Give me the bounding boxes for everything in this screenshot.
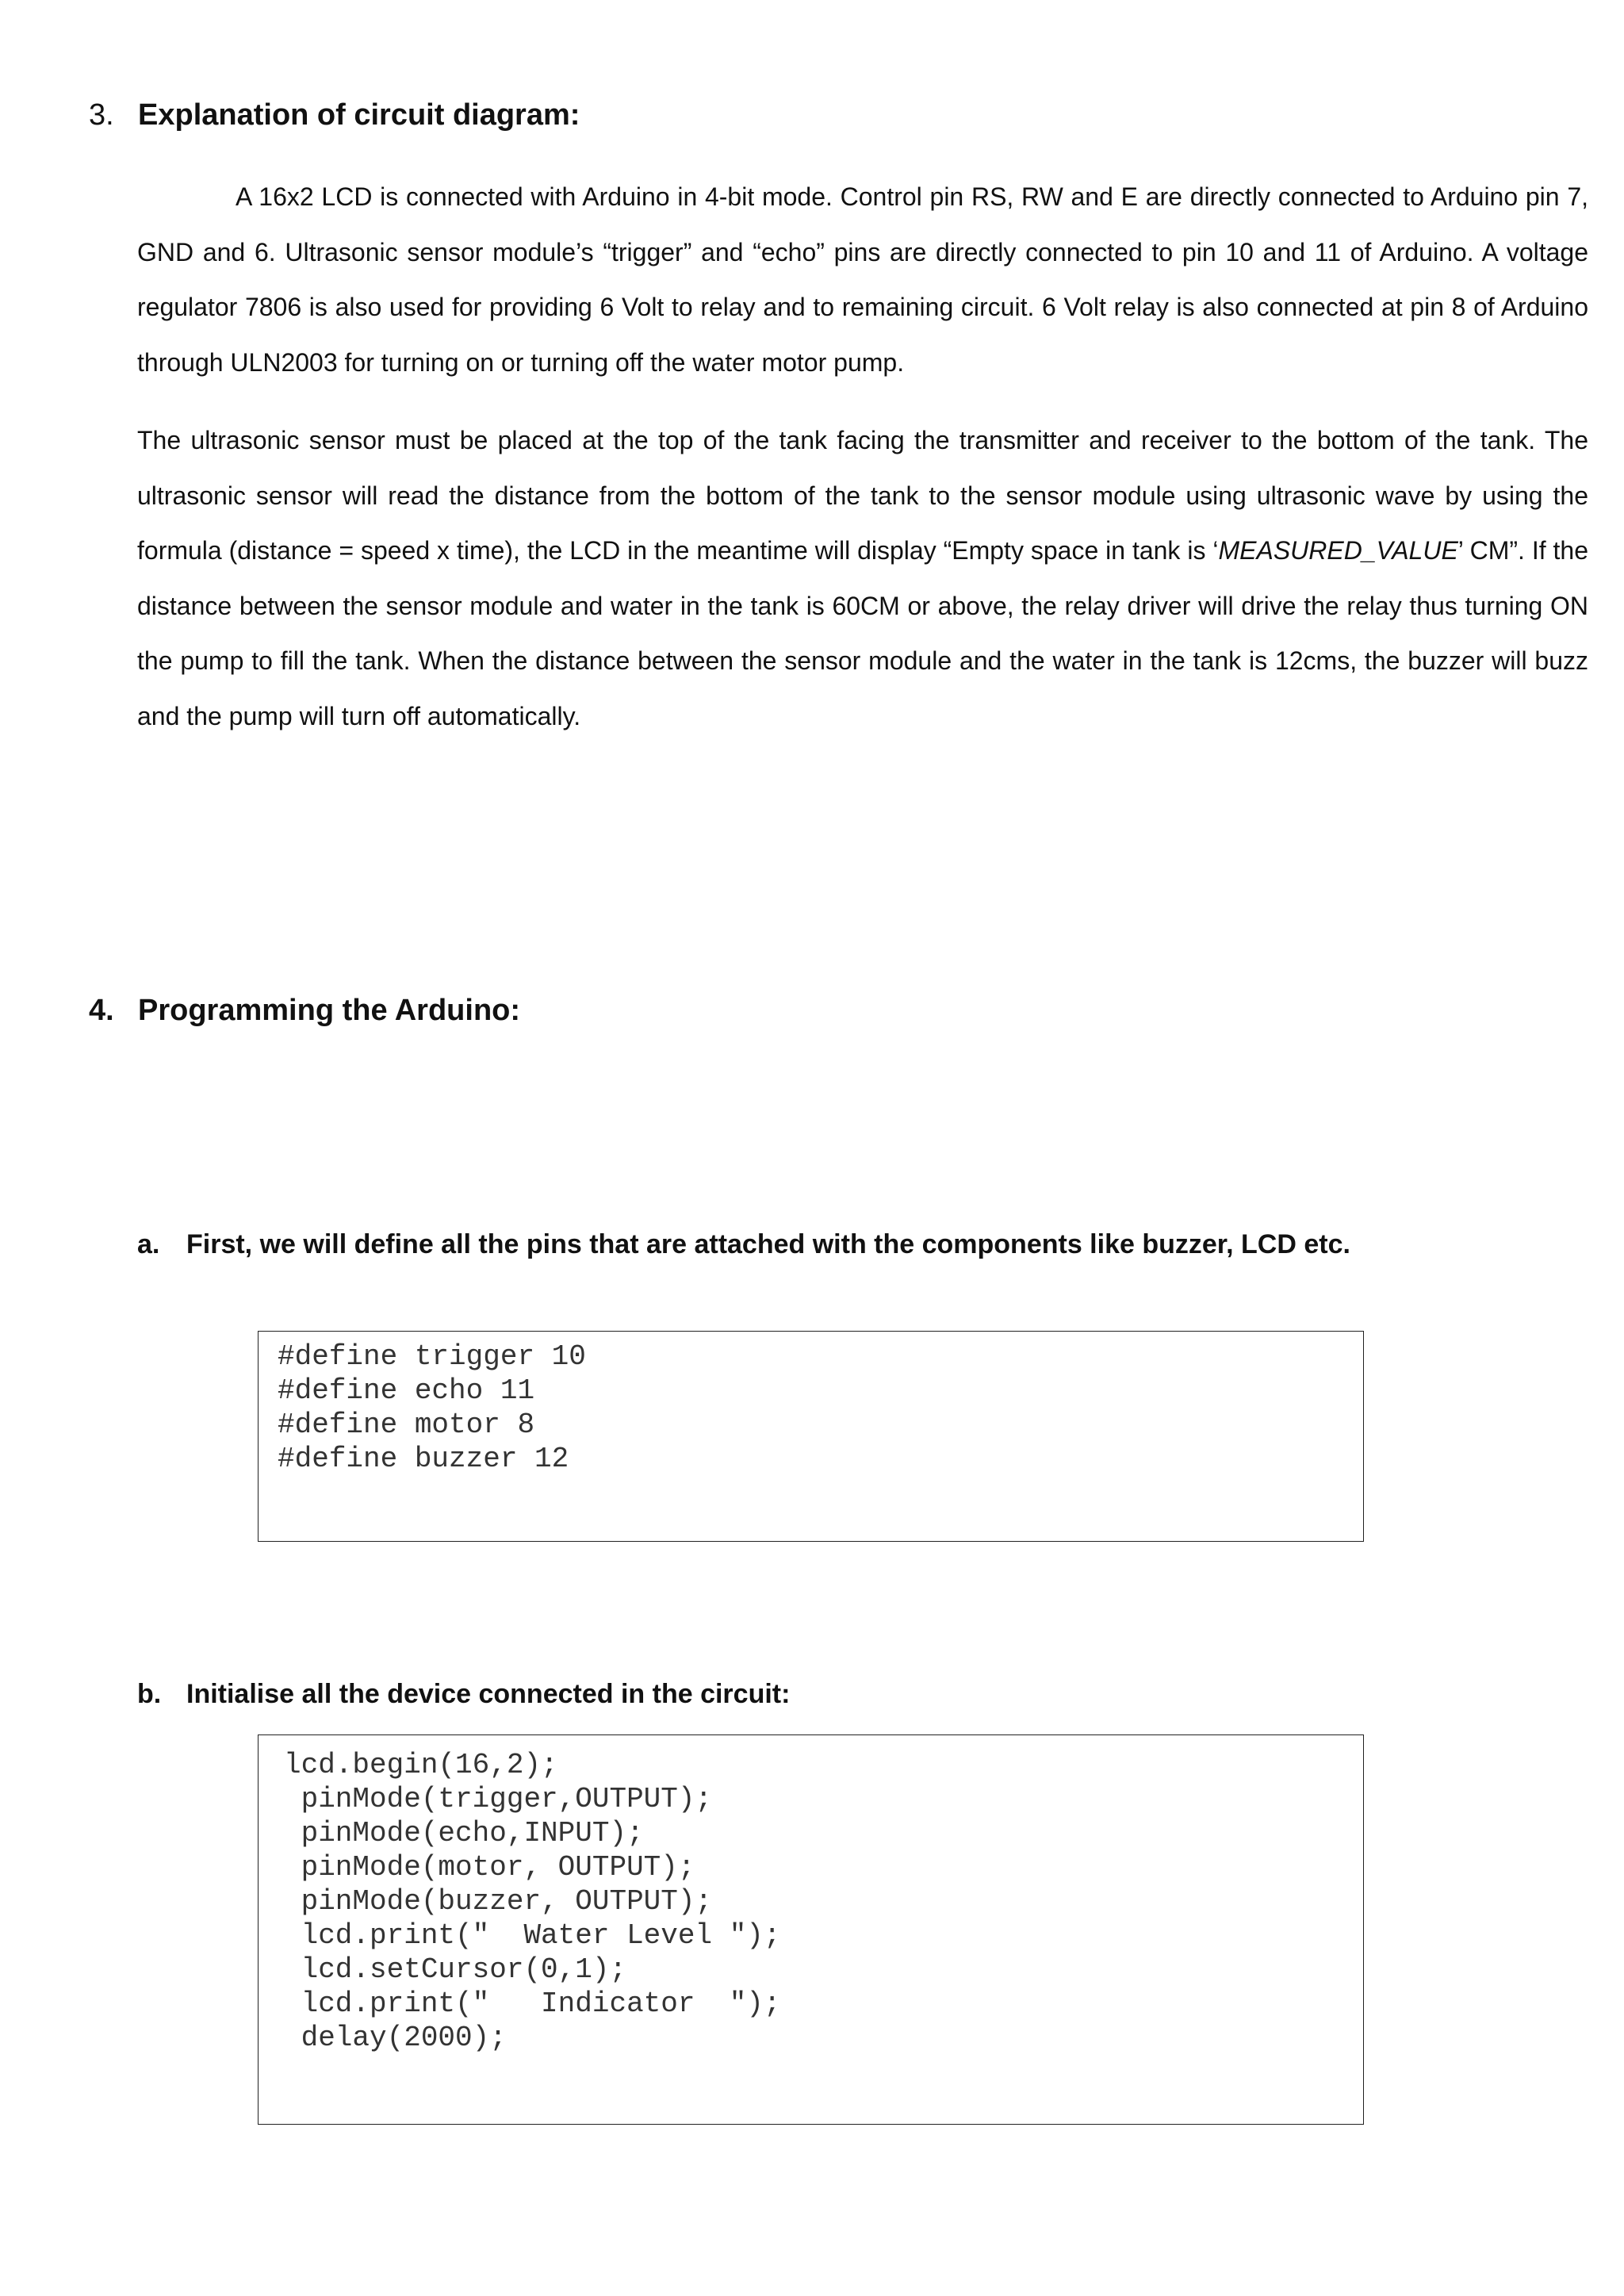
define-pins-code: #define trigger 10 #define echo 11 #define motor 8 #define buzzer 12 <box>278 1340 586 1475</box>
step-b-text: Initialise all the device connected in the circuit: <box>186 1679 791 1709</box>
circuit-paragraph-2-part2: ’ CM”. If the distance between the sensor module and water in the tank is 60CM or above, the relay driver will drive the relay thus turning ON the pump to fill the tank. When the distance between the sensor module and the water in the tank is 12cms, the buzzer will buzz and the pump will turn off automatically. <box>137 536 1589 730</box>
circuit-paragraph-2 <box>137 413 1588 744</box>
circuit-paragraph-2-part1: The ultrasonic sensor must be placed at the top of the tank facing the transmitter and receiver to the bottom of the tank. The ultrasonic sensor will read the distance from the bottom of the tank to the sensor module using ultrasonic wave by using the formula (distance = speed x time), the LCD in the meantime will display “Empty space in tank is ‘ <box>137 426 1588 565</box>
step-a-text: First, we will define all the pins that are attached with the components like buzzer, LCD etc. <box>186 1229 1350 1259</box>
step-a-letter: a. <box>137 1229 160 1259</box>
section-4-title: Programming the Arduino: <box>138 994 521 1027</box>
step-b-letter: b. <box>137 1679 162 1709</box>
initialise-code: lcd.begin(16,2); pinMode(trigger,OUTPUT); pinMode(echo,INPUT); pinMode(motor, OUTPUT); pinMode(buzzer, OUTPUT); lcd.print(" Water Level "); lcd.setCursor(0,1); lcd.print(" Indicator "); delay(2000); <box>284 1749 781 2054</box>
initialise-code-box <box>258 1734 1364 2125</box>
section-3-title: Explanation of circuit diagram: <box>138 98 580 132</box>
define-pins-code-box <box>258 1331 1364 1542</box>
section-3-number: 3. <box>89 98 114 132</box>
circuit-paragraph-1: A 16x2 LCD is connected with Arduino in 4-bit mode. Control pin RS, RW and E are directly connected to Arduino pin 7, GND and 6. Ultrasonic sensor module’s “trigger” and “echo” pins are directly connected to pin 10 and 11 of Arduino. A voltage regulator 7806 is also used for providing 6 Volt to relay and to remaining circuit. 6 Volt relay is also connected at pin 8 of Arduino through ULN2003 for turning on or turning off the water motor pump. <box>137 182 1588 377</box>
measured-value-text: MEASURED_VALUE <box>1218 536 1458 565</box>
section-4-number: 4. <box>89 994 114 1027</box>
